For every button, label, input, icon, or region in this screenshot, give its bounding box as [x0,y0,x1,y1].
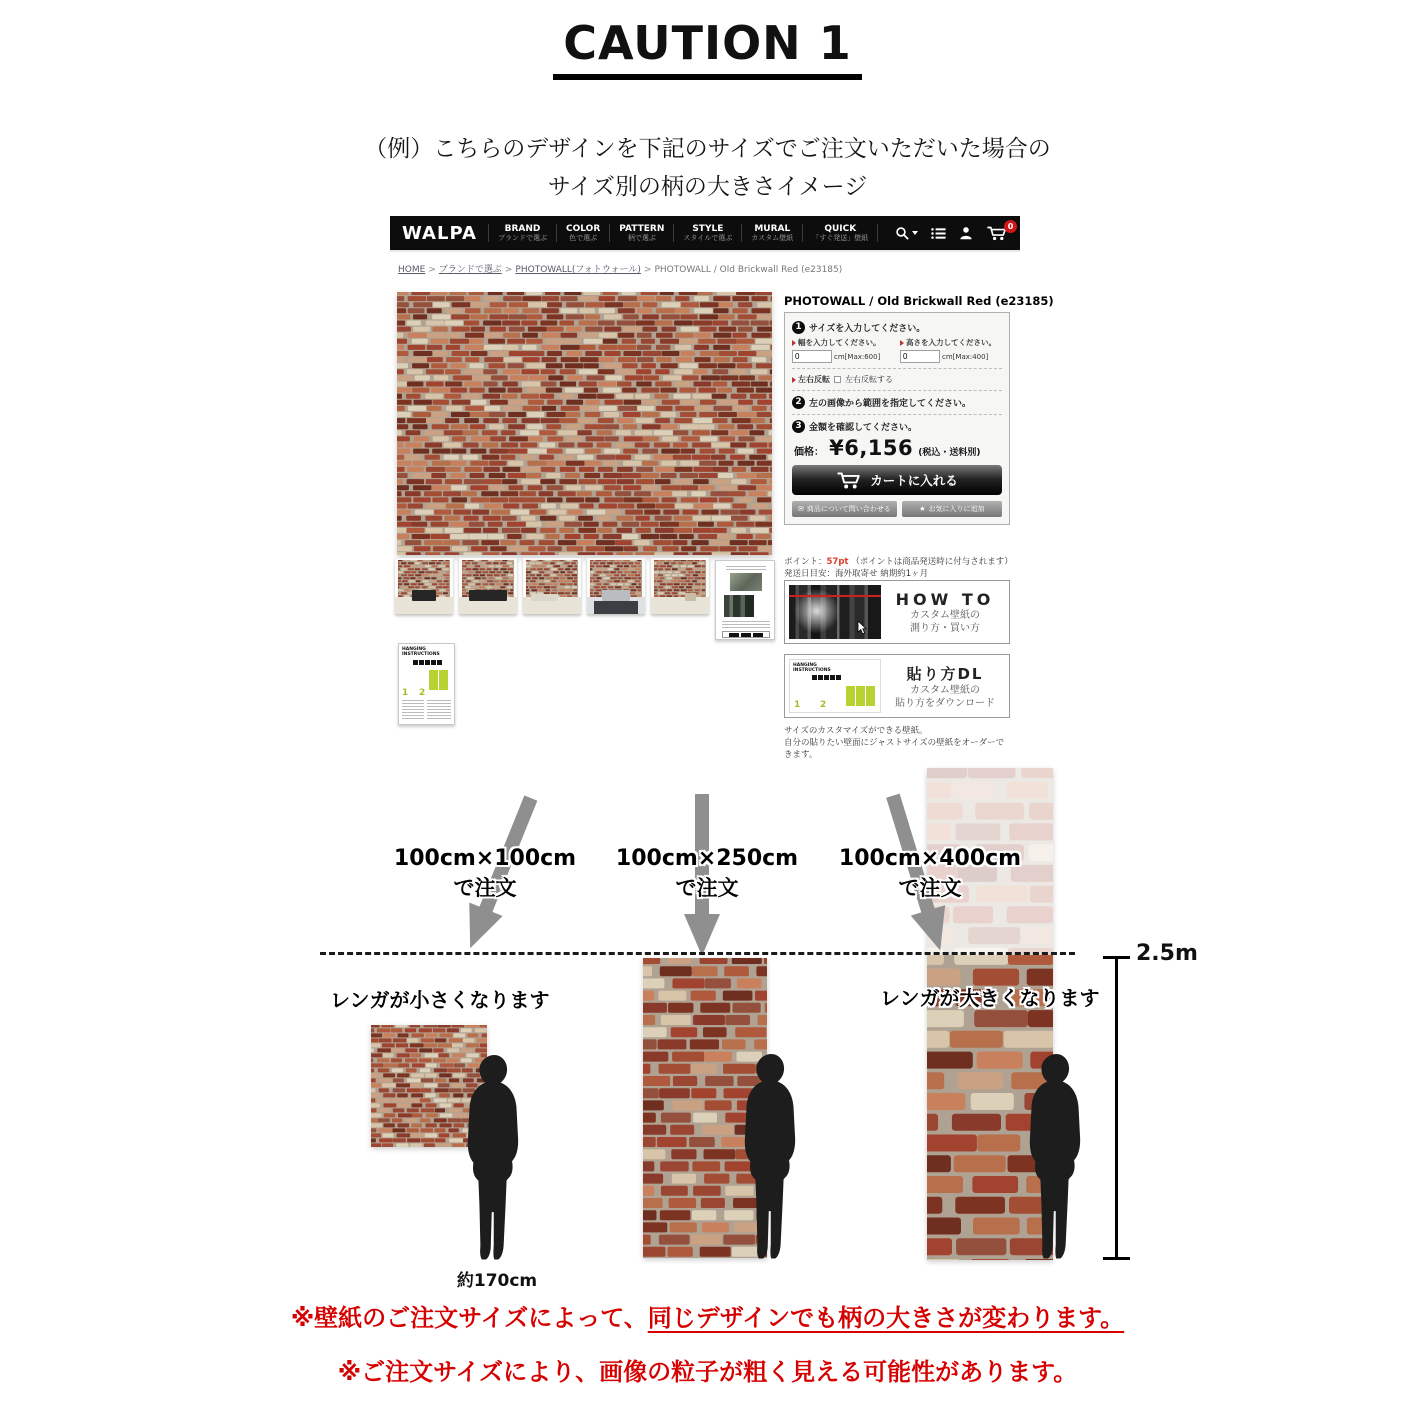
account-icon[interactable] [959,226,973,240]
hanging-dl-banner[interactable]: HANGING INSTRUCTIONS 1 2 貼り方DL カスタム壁紙の 貼り方をダウンロード [784,654,1010,718]
arrow-bullet-icon [792,377,796,383]
width-max: cm[Max:600] [834,352,881,361]
step-2-badge: 2 [792,396,805,409]
flip-checkbox-label: 左右反転する [845,375,893,384]
room-thumbnail-5[interactable] [651,558,709,614]
list-icon[interactable] [931,227,946,240]
forest-image [789,585,881,639]
howto-banner[interactable]: HOW TO カスタム壁紙の 測り方・買い方 [784,580,1010,644]
order-size-label-2: 100cm×250cm で注文 [615,846,799,900]
breadcrumb-photowall[interactable]: PHOTOWALL(フォトウォール) [515,265,641,275]
height-max: cm[Max:400] [942,352,989,361]
arrow-bullet-icon [900,340,904,346]
favorite-button[interactable]: ★ お気に入りに追加 [902,501,1002,517]
step-1-label: サイズを入力してください。 [809,324,926,334]
intro-line-1: （例）こちらのデザインを下記のサイズでご注文いただいた場合の [364,136,1051,162]
add-to-cart-button[interactable]: カートに入れる [792,465,1002,495]
points-line: ポイント：57pt （ポイントは商品発送時に付与されます） [784,557,1013,567]
caution-header [0,16,1415,80]
main-menu [488,220,878,246]
flip-label: 左右反転 [798,375,830,384]
cart-icon [836,470,862,490]
bricks-smaller-note: レンガが小さくなります [330,988,550,1012]
menu-item-mural[interactable]: MURAL カスタム壁紙 [741,224,802,243]
dl-title: 貼り方DL [906,664,984,683]
chevron-down-icon [912,231,918,235]
measure-cap-bottom [1103,1257,1130,1260]
menu-item-color[interactable]: COLOR 色で選ぶ [556,224,609,243]
flip-checkbox[interactable] [834,376,841,383]
customize-note: サイズのカスタマイズができる壁紙。 自分の貼りたい壁面にジャストサイズの壁紙をオーダーできます。 [784,726,1005,760]
arrow-bullet-icon [792,340,796,346]
site-navbar [390,216,1020,250]
price-note: (税込・送料別) [918,448,981,458]
mouse-cursor-icon [857,621,867,635]
howto-title: HOW TO [895,589,995,609]
site-screenshot [390,216,1054,762]
mail-icon: ✉ [798,505,804,513]
points-value: 57pt [826,557,849,567]
step-2-label: 左の画像から範囲を指定してください。 [809,399,972,409]
product-main-image[interactable] [397,292,772,555]
furniture-silhouette [412,590,435,600]
wall-height-label: 2.5m [1136,941,1198,966]
menu-item-brand[interactable]: BRAND ブランドで選ぶ [488,224,556,243]
furniture-silhouette [469,590,506,600]
order-size-label-3: 100cm×400cm で注文 [838,846,1022,900]
furniture-silhouette [531,594,558,601]
width-label: 幅を入力してください。 [798,338,881,347]
price-label: 価格： [794,447,824,458]
measure-line [1115,956,1118,1260]
order-box [784,312,1010,525]
warning-line-1: ※壁紙のご注文サイズによって、同じデザインでも柄の大きさが変わります。 [290,1304,1125,1332]
breadcrumb-current: PHOTOWALL / Old Brickwall Red (e23185) [654,265,843,275]
furniture-silhouette [602,590,630,600]
size-guide-thumbnail[interactable] [715,560,775,640]
room-thumbnail-1[interactable] [395,558,453,614]
price-value: ¥6,156 [829,436,914,460]
furniture-silhouette [685,593,697,601]
hanging-instructions-thumbnail[interactable]: HANGING INSTRUCTIONS 1 2 [398,643,455,725]
breadcrumb: HOME > ブランドで選ぶ > PHOTOWALL(フォトウォール) > PHOTOWALL / Old Brickwall Red (e23185) [398,265,843,275]
page-title: CAUTION 1 [553,16,861,80]
menu-item-quick[interactable]: QUICK 「すぐ発送」壁紙 [802,224,878,243]
order-size-label-1: 100cm×100cm で注文 [393,846,577,900]
hanging-instructions-image: HANGING INSTRUCTIONS 1 2 [789,659,881,713]
walpa-logo[interactable]: WALPA [402,222,477,244]
person-height-label: 約170cm [456,1271,538,1291]
bricks-larger-note: レンガが大きくなります [880,986,1100,1010]
step-3-label: 金額を確認してください。 [809,423,918,433]
width-input[interactable] [792,350,832,363]
cart-icon[interactable] [986,222,1014,242]
menu-item-style[interactable]: STYLE スタイルで選ぶ [673,224,741,243]
room-thumbnail-2[interactable] [459,558,517,614]
product-title: PHOTOWALL / Old Brickwall Red (e23185) [784,294,1054,308]
star-icon: ★ [919,505,926,513]
person-silhouette-2 [737,1052,803,1262]
intro-line-2: サイズ別の柄の大きさイメージ [547,174,868,200]
breadcrumb-home[interactable]: HOME [398,265,426,275]
height-label: 高さを入力してください。 [906,338,996,347]
room-thumbnail-4[interactable] [587,558,645,614]
person-silhouette-3 [1022,1052,1088,1262]
search-icon[interactable] [895,226,918,241]
contact-button[interactable]: ✉ 商品について問い合わせる [792,501,897,517]
room-thumbnail-3[interactable] [523,558,581,614]
wall-top-dashed-line [320,952,1075,955]
breadcrumb-brand[interactable]: ブランドで選ぶ [438,265,502,275]
rug-silhouette [594,601,638,614]
step-3-badge: 3 [792,420,805,433]
cart-count-badge: 0 [1004,220,1017,233]
shipping-line: 発送日目安：海外取寄せ 納期約1ヶ月 [784,569,929,579]
person-silhouette-1 [460,1053,526,1263]
height-input[interactable] [900,350,940,363]
measure-cap-top [1103,956,1130,959]
step-1-badge: 1 [792,321,805,334]
menu-item-pattern[interactable]: PATTERN 柄で選ぶ [609,224,673,243]
warning-line-2: ※ご注文サイズにより、画像の粒子が粗く見える可能性があります。 [337,1358,1078,1386]
